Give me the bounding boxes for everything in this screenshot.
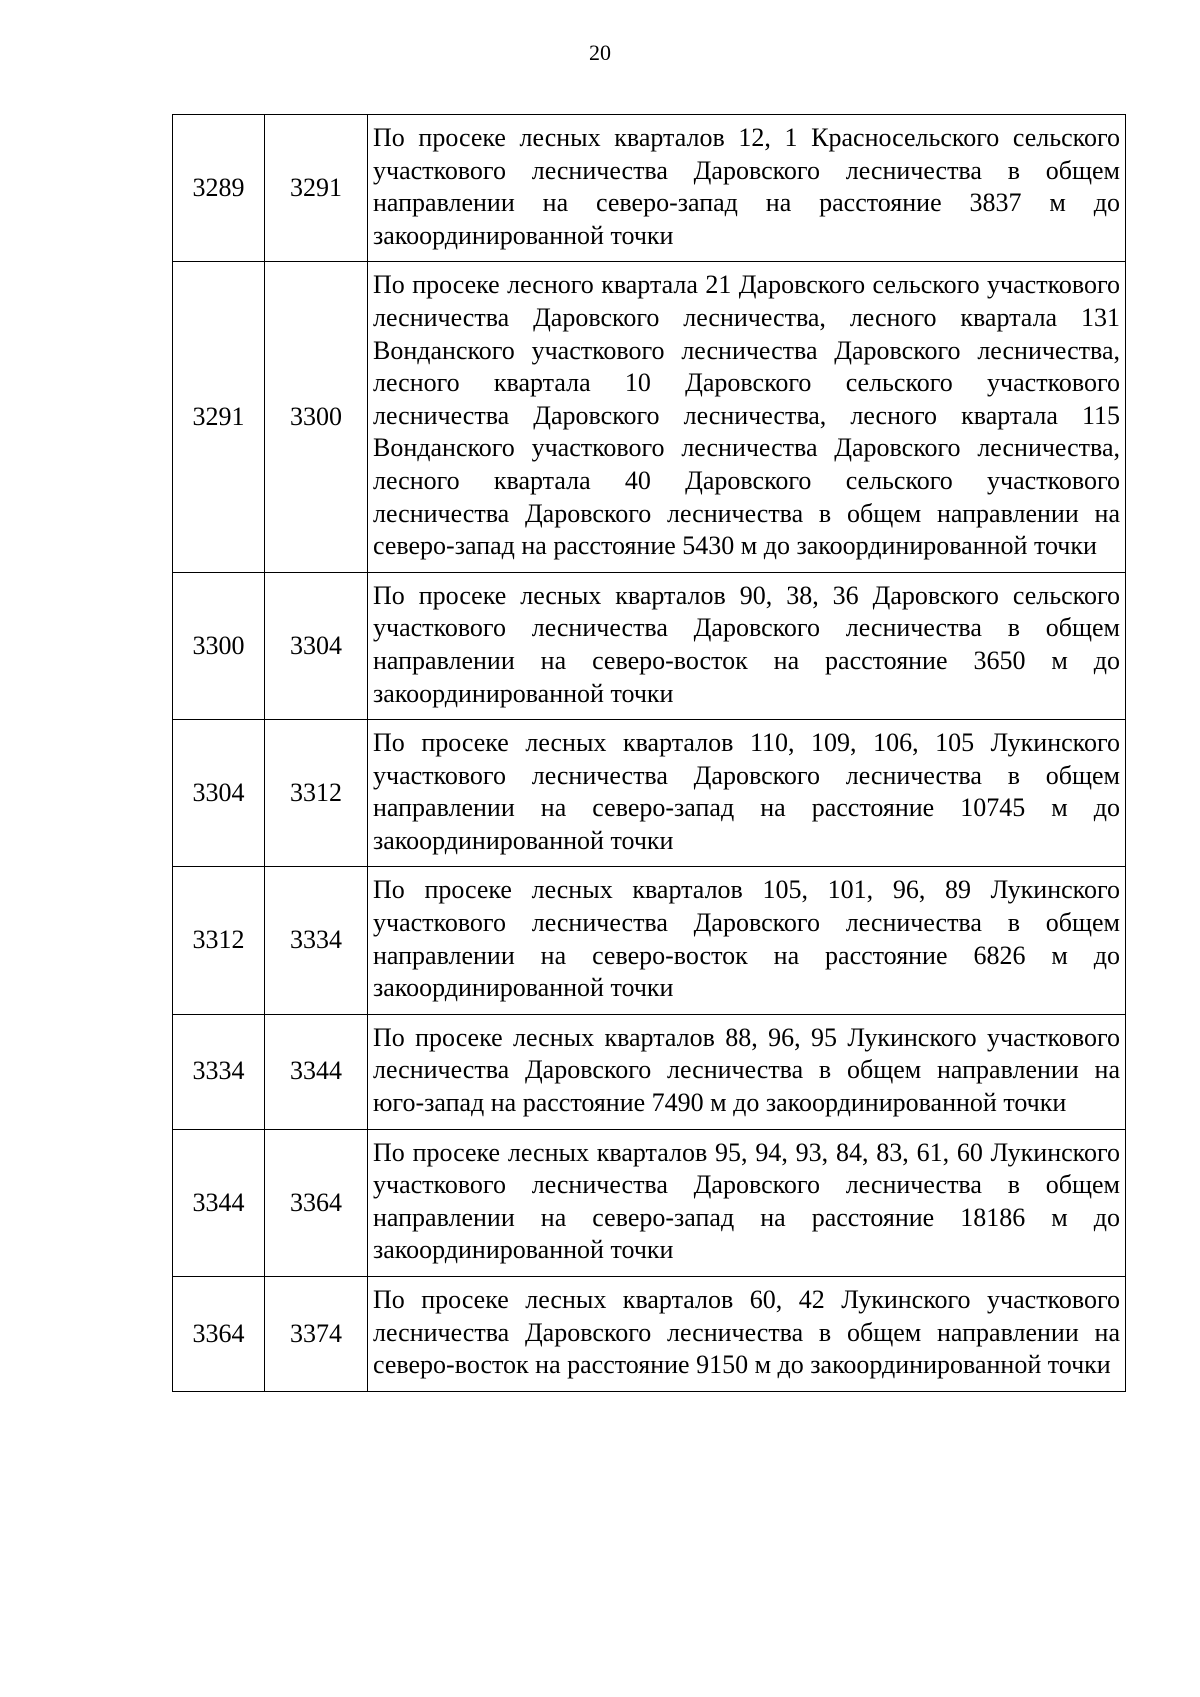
to-point-cell: 3344 xyxy=(265,1014,368,1129)
description-cell: По просеке лесных кварталов 90, 38, 36 Даровского сельского участкового лесничества Даровского лесничества в общем направлении на северо-восток на расстояние 3650 м до закоординированной точки xyxy=(368,572,1126,719)
table-row xyxy=(173,572,1126,719)
from-point-cell: 3289 xyxy=(173,115,265,262)
table-row xyxy=(173,115,1126,262)
from-point-cell: 3291 xyxy=(173,262,265,572)
to-point-cell: 3291 xyxy=(265,115,368,262)
to-point-cell: 3374 xyxy=(265,1277,368,1392)
to-point-cell: 3364 xyxy=(265,1129,368,1276)
table-row xyxy=(173,1129,1126,1276)
to-point-cell: 3300 xyxy=(265,262,368,572)
from-point-cell: 3344 xyxy=(173,1129,265,1276)
description-cell: По просеке лесных кварталов 110, 109, 106, 105 Лукинского участкового лесничества Даровского лесничества в общем направлении на северо-запад на расстояние 10745 м до закоординированной точки xyxy=(368,720,1126,867)
description-cell: По просеке лесных кварталов 105, 101, 96, 89 Лукинского участкового лесничества Даровского лесничества в общем направлении на северо-восток на расстояние 6826 м до закоординированной точки xyxy=(368,867,1126,1014)
from-point-cell: 3334 xyxy=(173,1014,265,1129)
from-point-cell: 3312 xyxy=(173,867,265,1014)
from-point-cell: 3304 xyxy=(173,720,265,867)
table-row xyxy=(173,1277,1126,1392)
boundary-description-table xyxy=(172,114,1126,1392)
from-point-cell: 3364 xyxy=(173,1277,265,1392)
from-point-cell: 3300 xyxy=(173,572,265,719)
table-row xyxy=(173,262,1126,572)
description-cell: По просеке лесных кварталов 60, 42 Лукинского участкового лесничества Даровского лесничества в общем направлении на северо-восток на расстояние 9150 м до закоординированной точки xyxy=(368,1277,1126,1392)
table-row xyxy=(173,720,1126,867)
description-cell: По просеке лесного квартала 21 Даровского сельского участкового лесничества Даровского лесничества, лесного квартала 131 Вонданского участкового лесничества Даровского лесничества, лесного квартала 10 Даровского сельского участкового лесничества Даровского лесничества, лесного квартала 115 Вонданского участкового лесничества Даровского лесничества, лесного квартала 40 Даровского сельского участкового лесничества Даровского лесничества в общем направлении на северо-запад на расстояние 5430 м до закоординированной точки xyxy=(368,262,1126,572)
to-point-cell: 3312 xyxy=(265,720,368,867)
table-row xyxy=(173,867,1126,1014)
table-row xyxy=(173,1014,1126,1129)
description-cell: По просеке лесных кварталов 12, 1 Красносельского сельского участкового лесничества Даровского лесничества в общем направлении на северо-запад на расстояние 3837 м до закоординированной точки xyxy=(368,115,1126,262)
description-cell: По просеке лесных кварталов 88, 96, 95 Лукинского участкового лесничества Даровского лесничества в общем направлении на юго-запад на расстояние 7490 м до закоординированной точки xyxy=(368,1014,1126,1129)
page-number: 20 xyxy=(589,40,611,65)
to-point-cell: 3304 xyxy=(265,572,368,719)
description-cell: По просеке лесных кварталов 95, 94, 93, 84, 83, 61, 60 Лукинского участкового лесничества Даровского лесничества в общем направлении на северо-запад на расстояние 18186 м до закоординированной точки xyxy=(368,1129,1126,1276)
to-point-cell: 3334 xyxy=(265,867,368,1014)
